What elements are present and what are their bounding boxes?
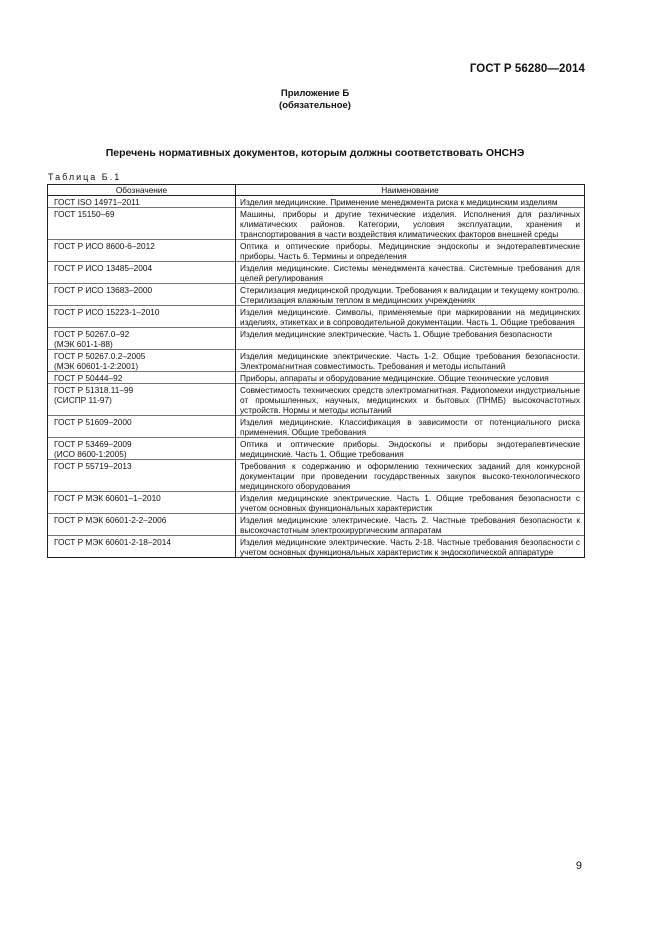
table-row [48, 372, 585, 384]
designation-cell: ГОСТ ISO 14971–2011 [48, 196, 236, 208]
table-row [48, 196, 585, 208]
designation-cell: ГОСТ Р 50267.0–92 (МЭК 601-1-88) [48, 328, 236, 350]
table-row [48, 536, 585, 558]
designation-cell: ГОСТ 15150–69 [48, 208, 236, 240]
table-row [48, 240, 585, 262]
name-cell: Изделия медицинские. Классификация в зависимости от потенциального риска применения. Общие требования [236, 416, 585, 438]
annex-status: (обязательное) [279, 100, 351, 111]
designation-cell: ГОСТ Р МЭК 60601–1–2010 [48, 492, 236, 514]
designation-cell: ГОСТ Р 53469–2009 (ИСО 8600-1:2005) [48, 438, 236, 460]
table-row [48, 328, 585, 350]
document-title: Перечень нормативных документов, которым должны соответствовать ОНСНЭ [105, 147, 525, 159]
name-cell: Стерилизация медицинской продукции. Требования к валидации и текущему контролю. Стерилизация влажным теплом в медицинских учреждениях [236, 284, 585, 306]
name-cell: Изделия медицинские электрические. Часть 1. Общие требования безопасности [236, 328, 585, 350]
name-cell: Изделия медицинские электрические. Часть 2. Частные требования безопасности к высокочастотным электрохирургическим аппаратам [236, 514, 585, 536]
name-cell: Изделия медицинские. Системы менеджмента качества. Системные требования для целей регулирования [236, 262, 585, 284]
table-row [48, 492, 585, 514]
table-header-row [48, 185, 585, 196]
designation-cell: ГОСТ Р 55719–2013 [48, 460, 236, 492]
name-cell: Машины, приборы и другие технические изделия. Исполнения для различных климатических районов. Категории, условия эксплуатации, хранения и транспортирования в части воздействия климатических факторов внешней среды [236, 208, 585, 240]
name-cell: Совместимость технических средств электромагнитная. Радиопомехи индустриальные от промышленных, научных, медицинских и бытовых (ПНМБ) высокочастотных устройств. Нормы и методы испытаний [236, 384, 585, 416]
designation-cell: ГОСТ Р 50267.0.2–2005 (МЭК 60601-1-2:2001) [48, 350, 236, 372]
column-header-name: Наименование [236, 185, 585, 196]
designation-cell: ГОСТ Р 51609–2000 [48, 416, 236, 438]
name-cell: Изделия медицинские электрические. Часть 1-2. Общие требования безопасности. Электромагнитная совместимость. Требования и методы испытаний [236, 350, 585, 372]
table-row [48, 306, 585, 328]
table-row [48, 350, 585, 372]
table-row [48, 384, 585, 416]
table-row [48, 208, 585, 240]
designation-cell: ГОСТ Р ИСО 13485–2004 [48, 262, 236, 284]
name-cell: Изделия медицинские. Символы, применяемые при маркировании на медицинских изделиях, этикетках и в сопроводительной документации. Часть 1. Общие требования [236, 306, 585, 328]
table-row [48, 438, 585, 460]
name-cell: Изделия медицинские электрические. Часть 1. Общие требования безопасности с учетом основных функциональных характеристик [236, 492, 585, 514]
designation-cell: ГОСТ Р 51318.11–99 (СИСПР 11-97) [48, 384, 236, 416]
designation-cell: ГОСТ Р МЭК 60601-2-18–2014 [48, 536, 236, 558]
table-row [48, 416, 585, 438]
annex-heading [0, 88, 630, 112]
page-number: 9 [575, 860, 582, 872]
name-cell: Приборы, аппараты и оборудование медицинские. Общие технические условия [236, 372, 585, 384]
name-cell: Изделия медицинские. Применение менеджмента риска к медицинским изделиям [236, 196, 585, 208]
designation-cell: ГОСТ Р МЭК 60601-2-2–2006 [48, 514, 236, 536]
table-body [48, 196, 585, 558]
document-code: ГОСТ Р 56280—2014 [469, 63, 585, 75]
annex-title: Приложение Б [280, 88, 350, 99]
designation-cell: ГОСТ Р ИСО 15223-1–2010 [48, 306, 236, 328]
name-cell: Оптика и оптические приборы. Медицинские эндоскопы и эндотерапевтические приборы. Часть 6. Термины и определения [236, 240, 585, 262]
name-cell: Требования к содержанию и оформлению технических заданий для конкурсной документации при проведении государственных закупок высоко-технологического медицинского оборудования [236, 460, 585, 492]
table-row [48, 514, 585, 536]
designation-cell: ГОСТ Р ИСО 13683–2000 [48, 284, 236, 306]
standards-table [47, 184, 585, 558]
table-row [48, 262, 585, 284]
table-row [48, 460, 585, 492]
name-cell: Изделия медицинские электрические. Часть 2-18. Частные требования безопасности с учетом основных функциональных характеристик к эндоскопической аппаратуре [236, 536, 585, 558]
designation-cell: ГОСТ Р ИСО 8600-6–2012 [48, 240, 236, 262]
name-cell: Оптика и оптические приборы. Эндоскопы и приборы эндотерапевтические медицинские. Часть 1. Общие требования [236, 438, 585, 460]
column-header-designation: Обозначение [48, 185, 236, 196]
table-row [48, 284, 585, 306]
table-caption: Таблица Б.1 [48, 172, 122, 182]
designation-cell: ГОСТ Р 50444–92 [48, 372, 236, 384]
